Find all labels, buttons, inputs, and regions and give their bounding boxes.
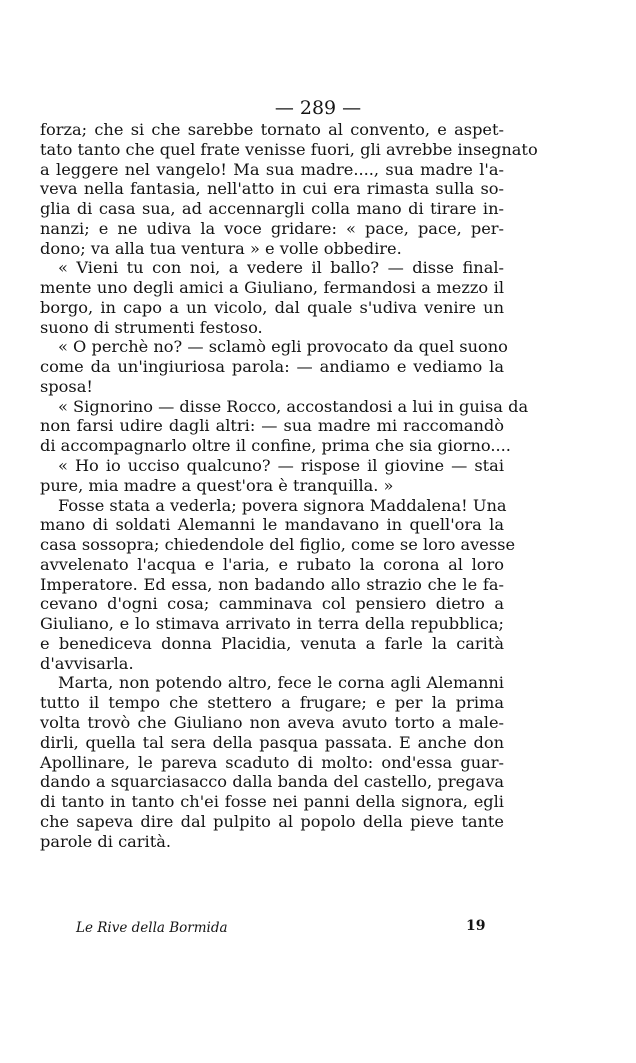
text-line: glia di casa sua, ad accennargli colla mano di tirare in- [40, 199, 504, 219]
text-line: pure, mia madre a quest'ora è tranquilla. » [40, 475, 394, 495]
text-line: veva nella fantasia, nell'atto in cui era rimasta sulla so- [40, 179, 504, 199]
body-text [40, 120, 538, 851]
text-line: tutto il tempo che stettero a frugare; e per la prima [40, 693, 504, 713]
text-line: « Ho io ucciso qualcuno? — rispose il giovine — stai [58, 456, 504, 476]
text-line: come da un'ingiuriosa parola: — andiamo e vediamo la [40, 357, 504, 377]
text-line: a leggere nel vangelo! Ma sua madre...., sua madre l'a- [40, 159, 504, 179]
text-line: tato tanto che quel frate venisse fuori, gli avrebbe insegnato [40, 139, 538, 159]
text-line: mente uno degli amici a Giuliano, fermandosi a mezzo il [40, 278, 504, 298]
text-line: « Vieni tu con noi, a vedere il ballo? — disse final- [58, 258, 504, 278]
text-line: e benediceva donna Placidia, venuta a farle la carità [40, 633, 504, 653]
text-line: Imperatore. Ed essa, non badando allo strazio che le fa- [40, 574, 504, 594]
text-line: casa sossopra; chiedendole del figlio, come se loro avesse [40, 535, 516, 555]
text-line: dono; va alla tua ventura » e volle obbedire. [40, 238, 402, 258]
text-line: mano di soldati Alemanni le mandavano in quell'ora la [40, 515, 504, 535]
text-line: che sapeva dire dal pulpito al popolo della pieve tante [40, 811, 504, 831]
text-line: borgo, in capo a un vicolo, dal quale s'udiva venire un [40, 297, 504, 317]
text-line: nanzi; e ne udiva la voce gridare: « pace, pace, per- [40, 218, 504, 238]
text-line: Marta, non potendo altro, fece le corna agli Alemanni [58, 673, 504, 693]
text-line: non farsi udire dagli altri: — sua madre mi raccomandò [40, 416, 504, 436]
text-line: Apollinare, le pareva scaduto di molto: ond'essa guar- [40, 752, 504, 772]
text-line: forza; che si che sarebbe tornato al convento, e aspet- [40, 120, 504, 139]
page-number: — 289 — [274, 97, 362, 119]
text-line: Fosse stata a vederla; povera signora Maddalena! Una [58, 495, 507, 515]
text-line: Giuliano, e lo stimava arrivato in terra della repubblica; [40, 614, 504, 634]
text-line: di tanto in tanto ch'ei fosse nei panni della signora, egli [40, 792, 504, 812]
footer-book-title: Le Rive della Bormida [76, 920, 228, 936]
text-line: « Signorino — disse Rocco, accostandosi a lui in guisa da [58, 396, 529, 416]
text-line: dando a squarciasacco dalla banda del castello, pregava [40, 772, 504, 792]
text-line: sposa! [40, 376, 93, 396]
text-line: avvelenato l'acqua e l'aria, e rubato la corona al loro [40, 554, 504, 574]
text-line: cevano d'ogni cosa; camminava col pensiero dietro a [40, 594, 504, 614]
signature-mark: 19 [466, 918, 486, 934]
text-line: d'avvisarla. [40, 653, 134, 673]
text-line: « O perchè no? — sclamò egli provocato da quel suono [58, 337, 508, 357]
text-line: volta trovò che Giuliano non aveva avuto torto a male- [40, 712, 504, 732]
text-line: dirli, quella tal sera della pasqua passata. E anche don [40, 732, 504, 752]
text-line: suono di strumenti festoso. [40, 317, 263, 337]
text-line: di accompagnarlo oltre il confine, prima che sia giorno.... [40, 436, 511, 456]
text-line: parole di carità. [40, 831, 172, 851]
